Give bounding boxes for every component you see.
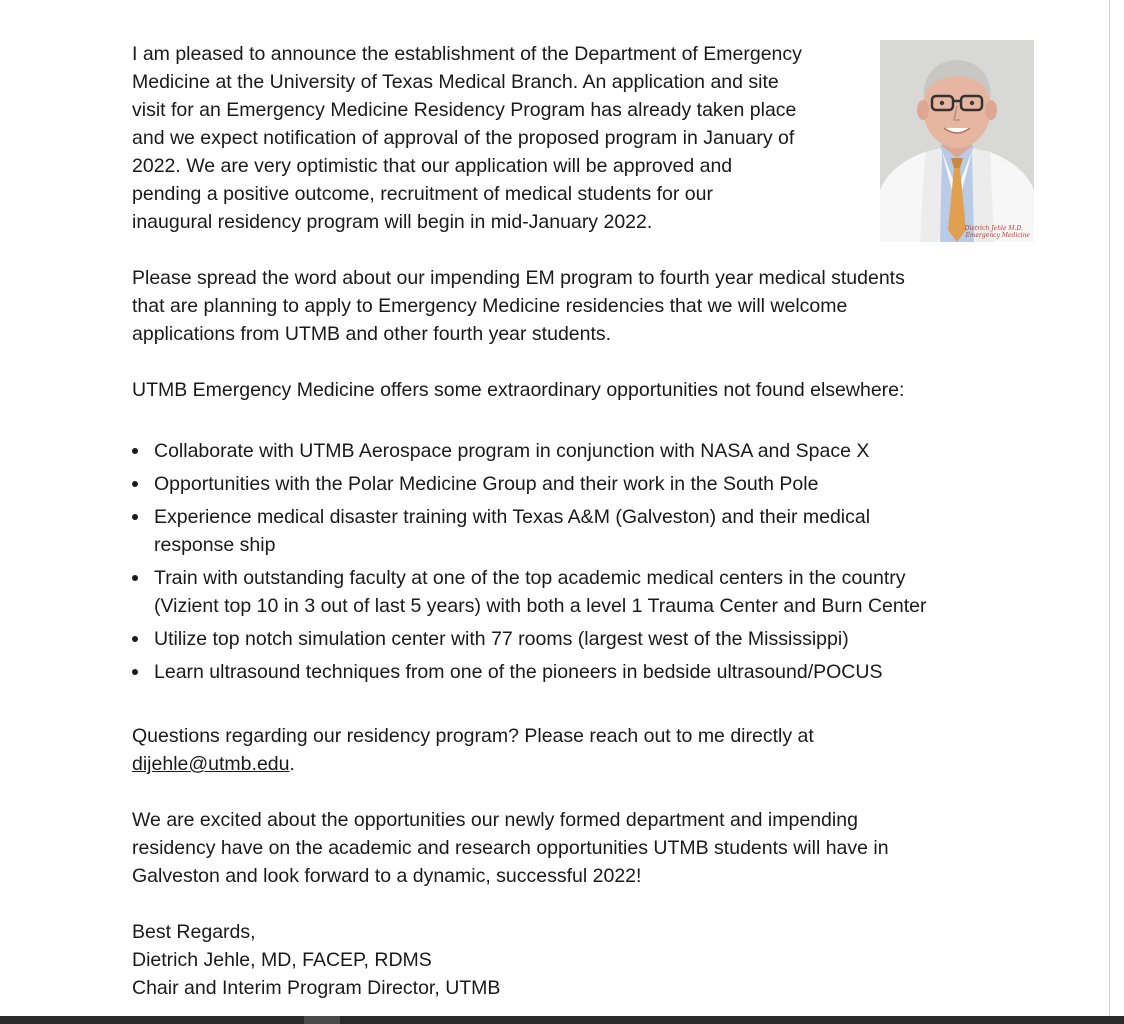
- coat-embroidery-line1: Dietrich Jehle M.D.: [964, 225, 1023, 232]
- opportunities-list: [132, 437, 1032, 686]
- list-item: [132, 470, 1032, 498]
- list-item: [132, 503, 1032, 559]
- bullet-icon: [132, 669, 138, 675]
- bullet-icon: [132, 575, 138, 581]
- list-item: [132, 658, 1032, 686]
- list-item-text: Learn ultrasound techniques from one of the pioneers in bedside ultrasound/POCUS: [154, 661, 883, 683]
- list-item: [132, 564, 1032, 620]
- eye-left: [940, 101, 944, 105]
- scrollbar-thumb[interactable]: [304, 1016, 340, 1024]
- coat-embroidery-line2: Emergency Medicine: [965, 232, 1030, 239]
- list-item-text: Utilize top notch simulation center with 77 rooms (largest west of the Mississippi): [154, 628, 849, 650]
- list-item-text: Opportunities with the Polar Medicine Group and their work in the South Pole: [154, 473, 819, 495]
- intro-paragraph: I am pleased to announce the establishment of the Department of Emergency Medicine at the University of Texas Medical Branch. An application and site visit for an Emergency Medicine Residency Program has already taken place and we expect notification of approval of the proposed program in January of 2022. We are very optimistic that our application will be approved and pending a positive outcome, recruitment of medical students for our inaugural residency program will begin in mid-January 2022.: [132, 43, 802, 233]
- questions-paragraph: [132, 722, 1032, 778]
- horizontal-scrollbar[interactable]: [0, 1016, 1124, 1024]
- portrait-photo: [880, 40, 1034, 242]
- email-link[interactable]: dijehle@utmb.edu: [132, 753, 290, 775]
- questions-text: Questions regarding our residency program? Please reach out to me directly at: [132, 725, 814, 747]
- eye-right: [970, 101, 974, 105]
- bullet-icon: [132, 514, 138, 520]
- portrait-illustration: [880, 40, 1034, 242]
- signature-block: [132, 918, 1032, 1002]
- email-suffix: .: [289, 753, 295, 775]
- spread-word-paragraph: Please spread the word about our impending EM program to fourth year medical students that are planning to apply to Emergency Medicine residencies that we will welcome applications from UTMB and other fourth year students.: [132, 267, 905, 345]
- offers-intro-paragraph: UTMB Emergency Medicine offers some extraordinary opportunities not found elsewhere:: [132, 379, 905, 401]
- ear-right: [985, 100, 997, 120]
- bullet-icon: [132, 448, 138, 454]
- list-item-text: Experience medical disaster training with Texas A&M (Galveston) and their medical response ship: [154, 506, 871, 556]
- signer-name: Dietrich Jehle, MD, FACEP, RDMS: [132, 949, 432, 971]
- closing-paragraph: We are excited about the opportunities our newly formed department and impending residency have on the academic and research opportunities UTMB students will have in Galveston and look forward to a dynamic, successful 2022!: [132, 809, 889, 887]
- bullet-icon: [132, 636, 138, 642]
- list-item-text: Train with outstanding faculty at one of the top academic medical centers in the country (Vizient top 10 in 3 out of last 5 years) with both a level 1 Trauma Center and Burn Center: [154, 567, 927, 617]
- page-edge: [1109, 0, 1124, 1016]
- list-item-text: Collaborate with UTMB Aerospace program in conjunction with NASA and Space X: [154, 440, 870, 462]
- list-item: [132, 625, 1032, 653]
- ear-left: [917, 100, 929, 120]
- bullet-icon: [132, 481, 138, 487]
- signoff: Best Regards,: [132, 921, 256, 943]
- list-item: [132, 437, 1032, 465]
- signer-title: Chair and Interim Program Director, UTMB: [132, 977, 501, 999]
